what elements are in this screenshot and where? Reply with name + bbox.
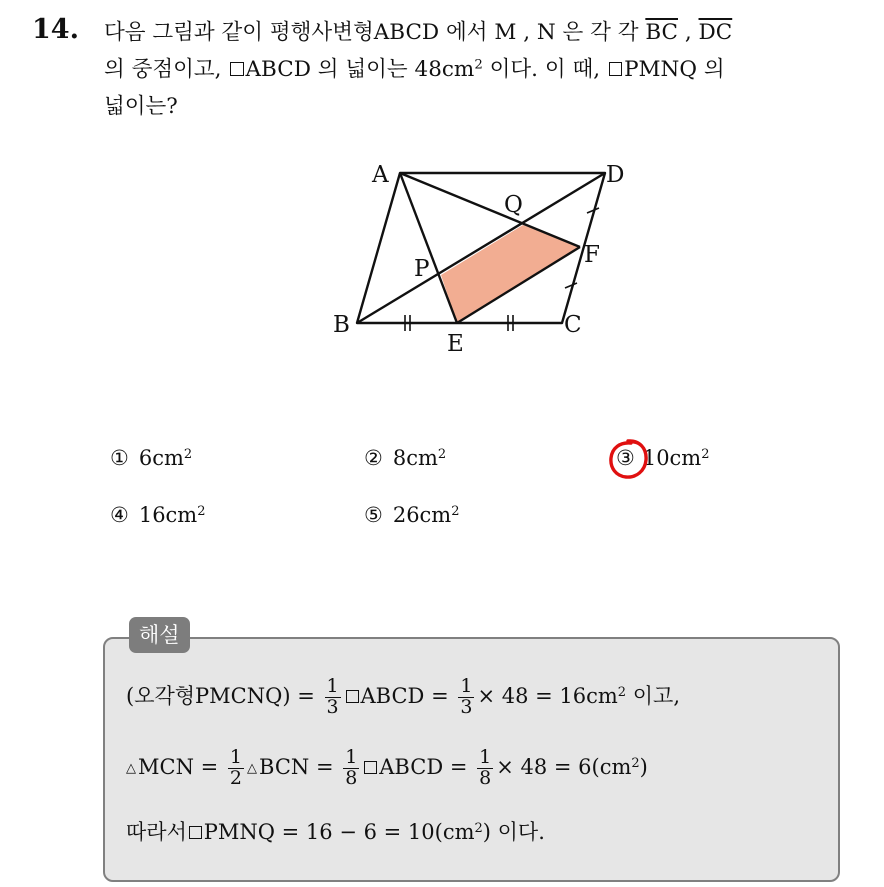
label-p: P	[414, 256, 430, 282]
question-line-1: 다음 그림과 같이 평행사변형ABCD 에서 M , N 은 각 각 $\overline{BC}$ , $\overline{DC}$	[104, 20, 733, 45]
answer-circle-mark-icon	[605, 436, 651, 482]
solution-line-3: 따라서 PMNQ = $16 - 6 = 10(cm^2)$ 이다.	[126, 820, 545, 844]
fraction: $\frac{1}{3}$	[460, 675, 473, 718]
fraction: $\frac{1}{8}$	[479, 746, 492, 789]
segment-dc: $\overline{DC}$	[698, 20, 733, 45]
choice-3[interactable]: ③ $10cm^2$	[616, 446, 710, 470]
label-f: F	[584, 242, 600, 268]
question-line-3: 넓이는?	[104, 94, 178, 119]
choice-1[interactable]: ① $6cm^2$	[110, 446, 193, 470]
label-c: C	[564, 312, 582, 338]
tick-fc	[565, 283, 577, 288]
line-a-e	[400, 173, 457, 323]
square-symbol-icon	[346, 690, 359, 703]
square-symbol-icon	[189, 826, 202, 839]
parallelogram-figure	[330, 150, 630, 365]
choice-5[interactable]: ⑤ $26cm^2$	[364, 503, 460, 527]
solution-line-2: △MCN = $\frac{1}{2}$ △BCN = $\frac{1}{8}$ ABCD = $\frac{1}{8}$ × $48 = 6(cm^2)$	[126, 746, 648, 789]
label-e: E	[447, 331, 464, 357]
question-text	[104, 14, 864, 125]
solution-line-1: (오각형PMCNQ) = $\frac{1}{3}$ ABCD = $\frac{1}{3}$ × $48 = 16cm^2$ 이고,	[126, 675, 681, 718]
fraction: $\frac{1}{2}$	[229, 746, 243, 789]
fraction: $\frac{1}{8}$	[345, 746, 358, 789]
label-d: D	[606, 162, 625, 188]
label-b: B	[333, 312, 350, 338]
solution-tag: 해설	[129, 617, 190, 653]
question-line-2: 의 중점이고, ABCD 의 넓이는 $48cm^2$ 이다. 이 때, PMNQ 의	[104, 57, 725, 82]
label-a: A	[372, 162, 389, 188]
segment-bc: $\overline{BC}$	[645, 20, 678, 45]
triangle-symbol-icon: △	[126, 761, 137, 776]
square-symbol-icon	[364, 761, 377, 774]
choice-4[interactable]: ④ $16cm^2$	[110, 503, 206, 527]
question-number: 14.	[32, 14, 79, 45]
fraction: $\frac{1}{3}$	[326, 675, 339, 718]
square-symbol-icon	[230, 62, 243, 75]
line-a-f	[400, 173, 580, 247]
label-q: Q	[504, 192, 523, 218]
square-symbol-icon	[609, 62, 622, 75]
choice-2[interactable]: ② $8cm^2$	[364, 446, 447, 470]
triangle-symbol-icon: △	[247, 761, 258, 776]
